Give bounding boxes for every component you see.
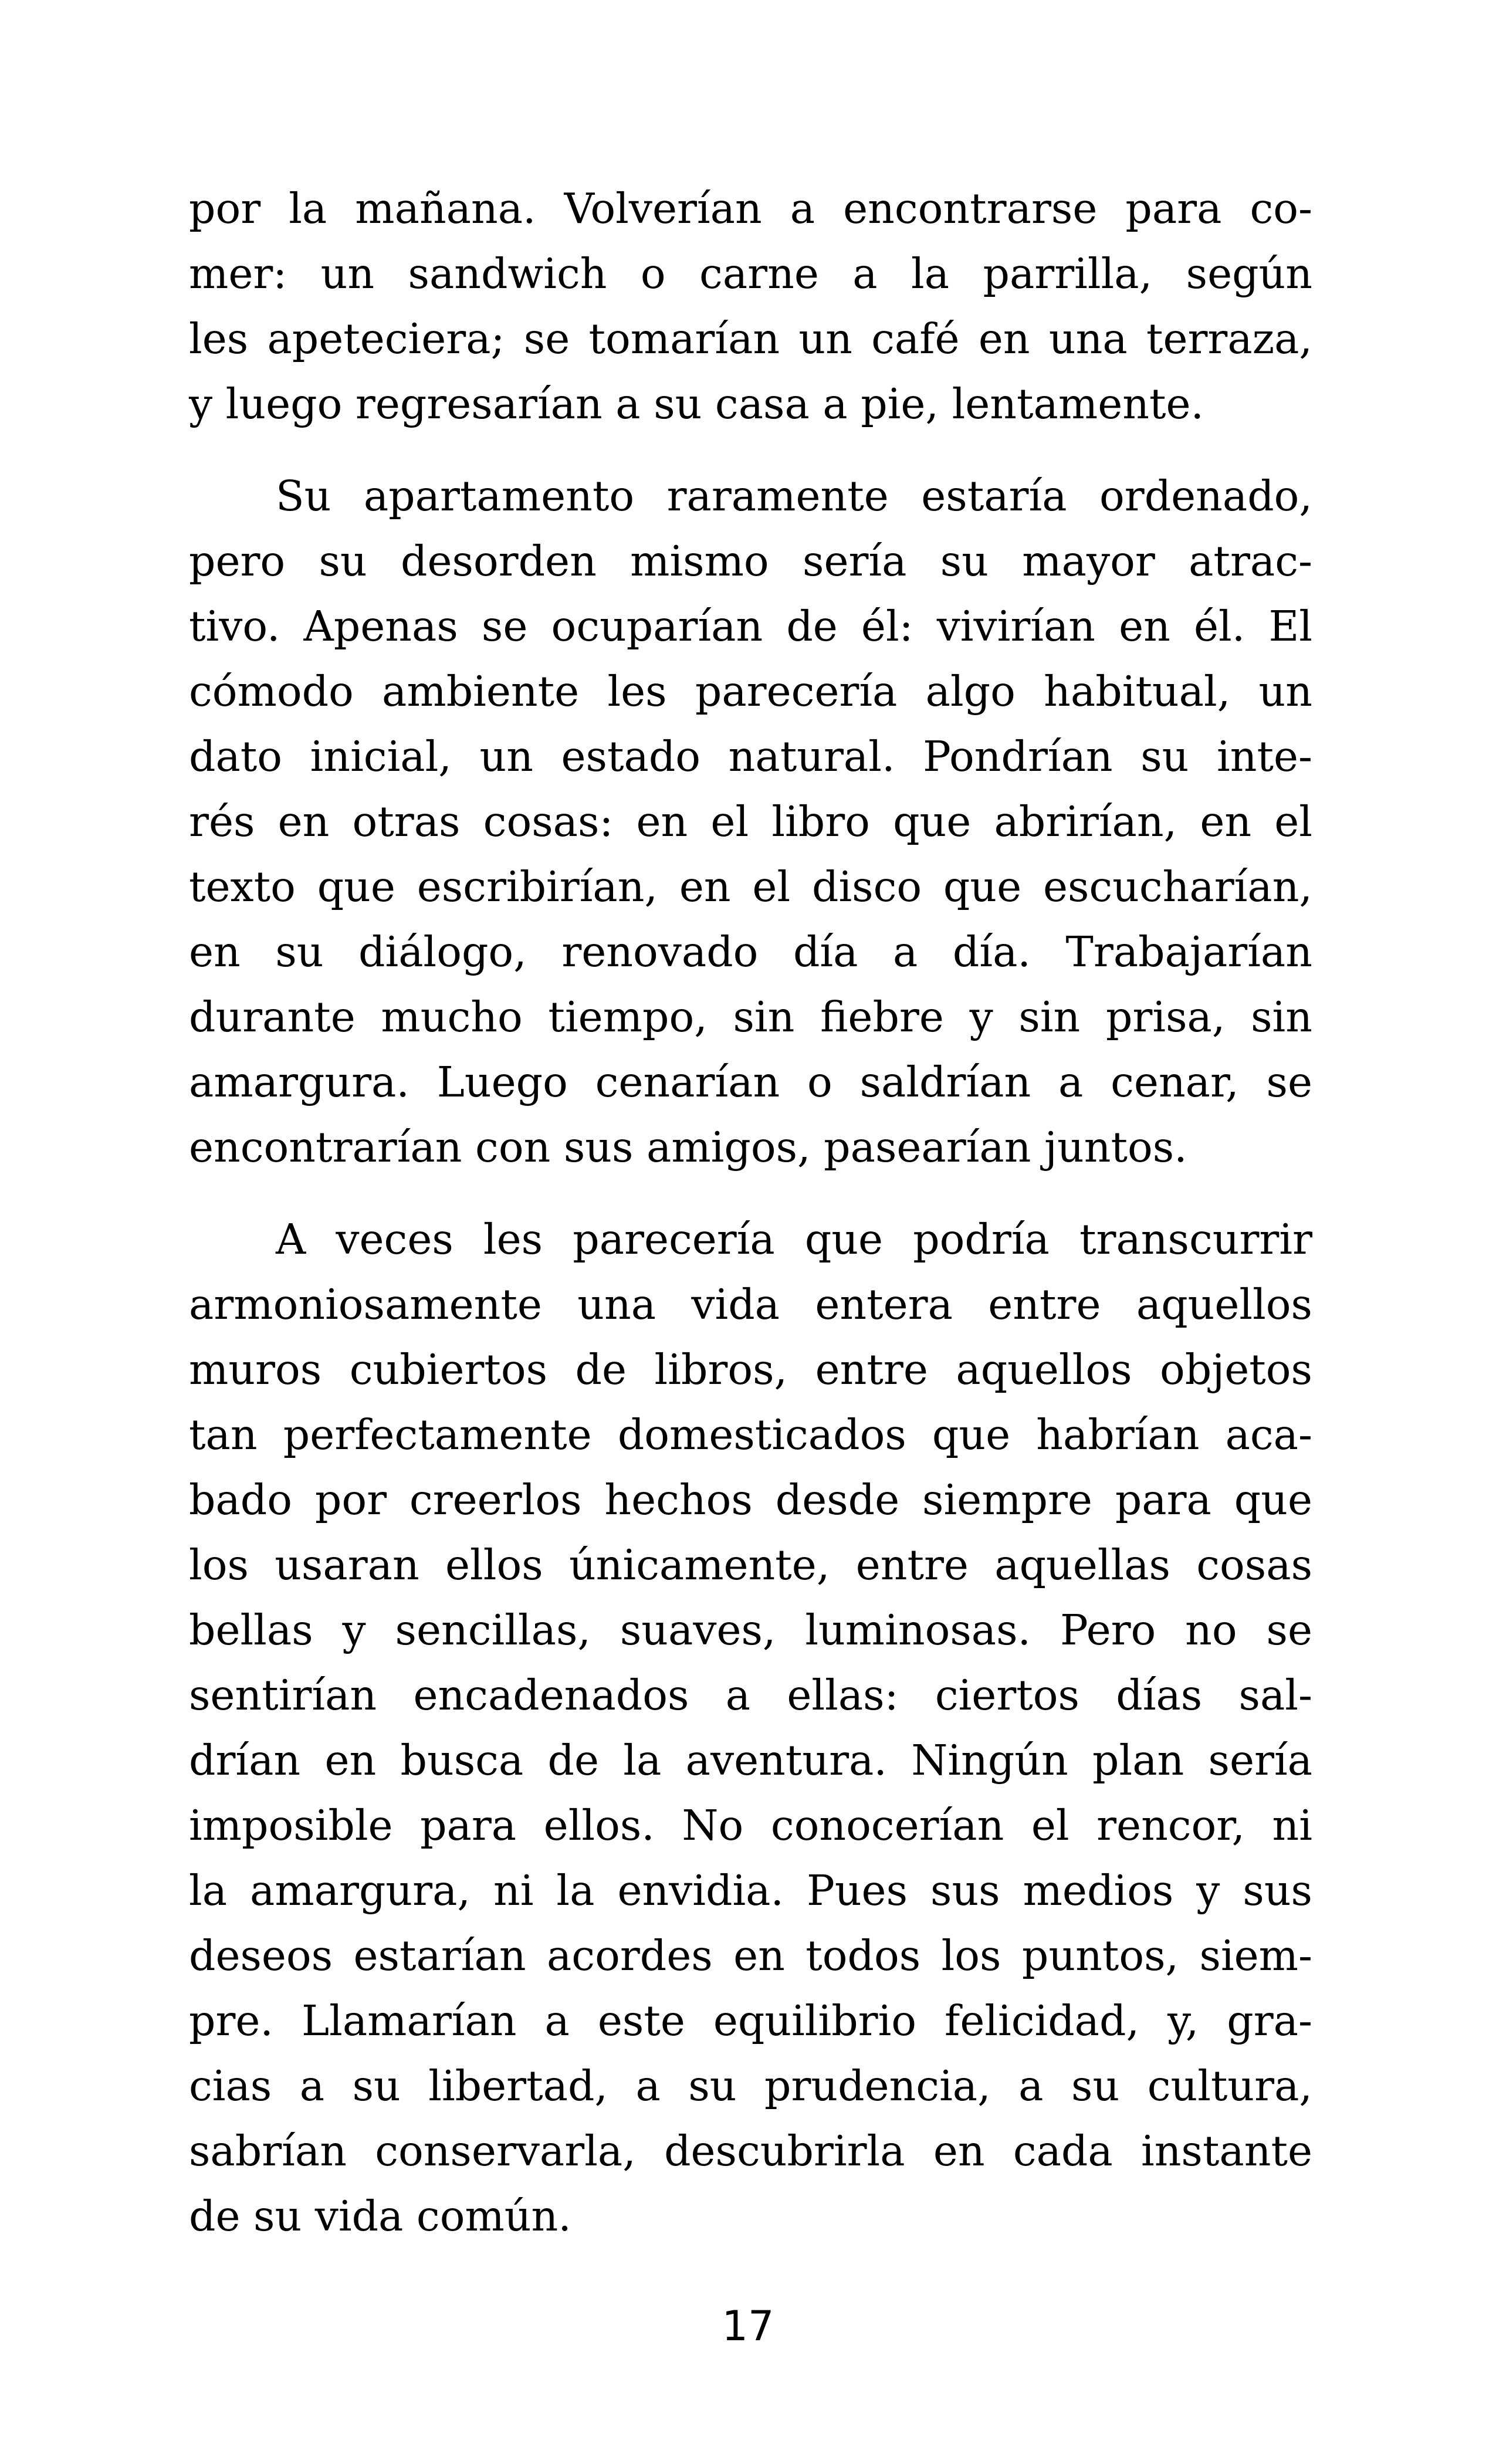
- paragraph-2: [189, 463, 1312, 1180]
- paragraph-spacer: [189, 436, 1312, 463]
- text-line: drían en busca de la aventura. Ningún plan sería: [189, 1736, 1312, 1785]
- text-line: pero su desorden mismo sería su mayor atrac-: [189, 537, 1312, 585]
- text-line: bellas y sencillas, suaves, luminosas. Pero no se: [189, 1606, 1312, 1654]
- text-line: y luego regresarían a su casa a pie, lentamente.: [189, 380, 1204, 428]
- text-line: durante mucho tiempo, sin fiebre y sin prisa, sin: [189, 993, 1312, 1041]
- text-line: por la mañana. Volverían a encontrarse para co-: [189, 184, 1312, 233]
- text-line: cómodo ambiente les parecería algo habitual, un: [189, 667, 1312, 716]
- body-text: [189, 176, 1312, 2249]
- text-line: armoniosamente una vida entera entre aquellos: [189, 1280, 1312, 1329]
- text-line: pre. Llamarían a este equilibrio felicidad, y, gra-: [189, 1996, 1312, 2045]
- text-line: mer: un sandwich o carne a la parrilla, según: [189, 249, 1312, 298]
- text-line: en su diálogo, renovado día a día. Trabajarían: [189, 928, 1312, 976]
- text-line: imposible para ellos. No conocerían el rencor, ni: [189, 1801, 1312, 1850]
- text-line: les apeteciera; se tomarían un café en una terraza,: [189, 314, 1312, 363]
- text-line: tivo. Apenas se ocuparían de él: vivirían en él. El: [189, 602, 1312, 651]
- page-number: 17: [722, 2302, 774, 2350]
- text-line: bado por creerlos hechos desde siempre para que: [189, 1475, 1312, 1524]
- paragraph-spacer: [189, 1180, 1312, 1207]
- text-line: tan perfectamente domesticados que habrían aca-: [189, 1410, 1312, 1459]
- text-line: texto que escribirían, en el disco que escucharían,: [189, 862, 1312, 911]
- paragraph-1: [189, 176, 1312, 436]
- text-line: sabrían conservarla, descubrirla en cada instante: [189, 2127, 1312, 2175]
- text-line: muros cubiertos de libros, entre aquellos objetos: [189, 1345, 1312, 1394]
- text-line: rés en otras cosas: en el libro que abrirían, en el: [189, 797, 1312, 846]
- text-line: dato inicial, un estado natural. Pondrían su inte-: [189, 732, 1312, 781]
- text-line: A veces les parecería que podría transcurrir: [276, 1215, 1312, 1264]
- text-line: deseos estarían acordes en todos los puntos, siem-: [189, 1931, 1312, 1980]
- text-line: los usaran ellos únicamente, entre aquellas cosas: [189, 1541, 1312, 1589]
- text-line: encontrarían con sus amigos, pasearían juntos.: [189, 1123, 1187, 1172]
- text-line: amargura. Luego cenarían o saldrían a cenar, se: [189, 1058, 1312, 1106]
- text-line: Su apartamento raramente estaría ordenado,: [276, 472, 1312, 520]
- text-line: sentirían encadenados a ellas: ciertos días sal-: [189, 1671, 1312, 1720]
- paragraph-3: [189, 1207, 1312, 2249]
- text-line: cias a su libertad, a su prudencia, a su cultura,: [189, 2062, 1312, 2110]
- text-line: la amargura, ni la envidia. Pues sus medios y sus: [189, 1866, 1312, 1915]
- text-line: de su vida común.: [189, 2192, 571, 2240]
